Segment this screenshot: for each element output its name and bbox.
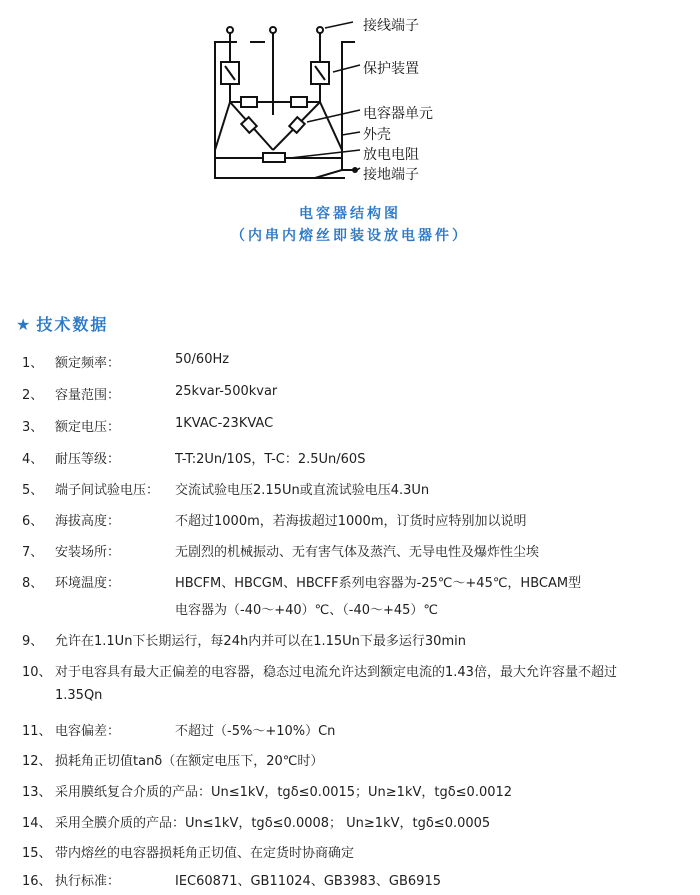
label-shell: 外壳 xyxy=(363,127,391,143)
spec-number: 11、 xyxy=(22,724,52,739)
spec-number: 8、 xyxy=(22,576,44,591)
spec-text: 采用全膜介质的产品：Un≤1kV，tgδ≤0.0008； Un≥1kV，tgδ≤0.0005 xyxy=(55,816,491,831)
spec-number: 4、 xyxy=(22,452,44,467)
capacitor-schematic xyxy=(195,10,465,185)
spec-text: 损耗角正切值tanδ（在额定电压下，20℃时） xyxy=(55,754,324,769)
spec-value: HBCFM、HBCGM、HBCFF系列电容器为-25℃～+45℃，HBCAM型 xyxy=(175,576,582,591)
spec-value: 无剧烈的机械振动、无有害气体及蒸汽、无导电性及爆炸性尘埃 xyxy=(175,545,540,560)
label-ground-terminal: 接地端子 xyxy=(363,167,419,183)
spec-continuation: 1.35Qn xyxy=(55,688,103,703)
spec-number: 14、 xyxy=(22,816,52,831)
spec-label: 执行标准： xyxy=(55,874,121,889)
spec-label: 容量范围： xyxy=(55,388,121,403)
label-discharge-resistor: 放电电阻 xyxy=(363,147,419,163)
spec-label: 额定电压： xyxy=(55,420,121,435)
spec-text: 允许在1.1Un下长期运行，每24h内并可以在1.15Un下最多运行30min xyxy=(55,634,466,649)
spec-number: 2、 xyxy=(22,388,44,403)
spec-value: 不超过（-5%～+10%）Cn xyxy=(175,724,336,739)
spec-value: IEC60871、GB11024、GB3983、GB6915 xyxy=(175,874,441,889)
spec-number: 7、 xyxy=(22,545,44,560)
diagram-caption-subtitle: （内串内熔丝即装设放电器件） xyxy=(231,228,469,244)
spec-value: 1KVAC-23KVAC xyxy=(175,416,274,431)
spec-value: T-T:2Un/10S，T-C：2.5Un/60S xyxy=(175,452,366,467)
label-capacitor-unit: 电容器单元 xyxy=(363,106,433,122)
spec-continuation: 电容器为（-40～+40）℃、（-40～+45）℃ xyxy=(175,603,439,618)
spec-label: 安装场所： xyxy=(55,545,121,560)
spec-number: 1、 xyxy=(22,356,44,371)
spec-value: 不超过1000m，若海拔超过1000m，订货时应特别加以说明 xyxy=(175,514,527,529)
spec-label: 耐压等级： xyxy=(55,452,121,467)
section-heading-text: 技术数据 xyxy=(36,315,109,334)
spec-label: 环境温度： xyxy=(55,576,121,591)
spec-label: 额定频率： xyxy=(55,356,121,371)
spec-number: 16、 xyxy=(22,874,52,889)
spec-number: 15、 xyxy=(22,846,52,861)
spec-number: 3、 xyxy=(22,420,44,435)
spec-text: 带内熔丝的电容器损耗角正切值、在定货时协商确定 xyxy=(55,846,355,861)
section-heading xyxy=(16,312,108,335)
spec-value: 25kvar-500kvar xyxy=(175,384,278,399)
spec-label: 端子间试验电压： xyxy=(55,483,160,498)
capacitor-structure-diagram xyxy=(195,10,465,185)
diagram-caption-title: 电容器结构图 xyxy=(299,206,401,222)
spec-text: 对于电容具有最大正偏差的电容器，稳态过电流允许达到额定电流的1.43倍，最大允许容量不超过 xyxy=(55,665,617,680)
spec-label: 电容偏差： xyxy=(55,724,121,739)
spec-number: 5、 xyxy=(22,483,44,498)
spec-number: 13、 xyxy=(22,785,52,800)
star-icon: ★ xyxy=(16,315,33,334)
spec-label: 海拔高度： xyxy=(55,514,121,529)
spec-text: 采用膜纸复合介质的产品：Un≤1kV，tgδ≤0.0015；Un≥1kV，tgδ≤0.0012 xyxy=(55,785,513,800)
label-protection-device: 保护装置 xyxy=(363,61,419,77)
spec-number: 10、 xyxy=(22,665,52,680)
spec-number: 6、 xyxy=(22,514,44,529)
label-terminal: 接线端子 xyxy=(363,18,419,34)
spec-value: 50/60Hz xyxy=(175,352,230,367)
spec-number: 12、 xyxy=(22,754,52,769)
spec-number: 9、 xyxy=(22,634,44,649)
spec-value: 交流试验电压2.15Un或直流试验电压4.3Un xyxy=(175,483,430,498)
